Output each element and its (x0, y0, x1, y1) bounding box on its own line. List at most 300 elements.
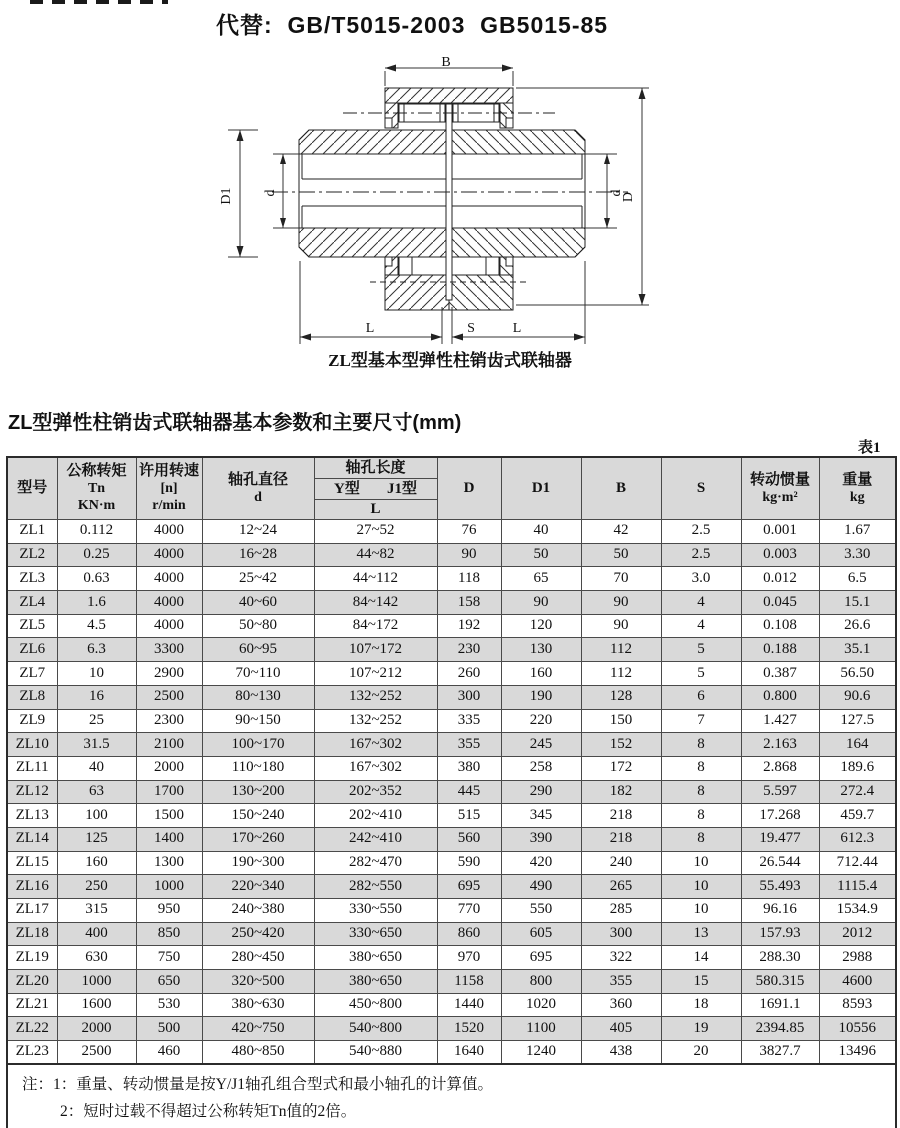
table-cell: 13496 (819, 1041, 896, 1065)
table-cell: 1.427 (741, 709, 819, 733)
table-row (7, 993, 896, 1017)
table-cell: 14 (661, 946, 741, 970)
table-cell: 220 (501, 709, 581, 733)
table-cell: 438 (581, 1041, 661, 1065)
table-cell: 1115.4 (819, 875, 896, 899)
table-row (7, 733, 896, 757)
table-cell: 245 (501, 733, 581, 757)
table-row (7, 543, 896, 567)
table-cell: 1400 (136, 827, 202, 851)
header-D: D (437, 457, 501, 520)
table-cell: ZL10 (7, 733, 57, 757)
dim-label-S: S (467, 321, 475, 336)
table-cell: 360 (581, 993, 661, 1017)
table-cell: 2.5 (661, 543, 741, 567)
dim-label-L-right: L (512, 321, 522, 336)
table-cell: 5.597 (741, 780, 819, 804)
table-cell: 4600 (819, 970, 896, 994)
table-cell: ZL17 (7, 899, 57, 923)
table-cell: ZL6 (7, 638, 57, 662)
table-cell: 164 (819, 733, 896, 757)
table-cell: 192 (437, 614, 501, 638)
table-cell: 13 (661, 922, 741, 946)
table-cell: 96.16 (741, 899, 819, 923)
table-cell: ZL15 (7, 851, 57, 875)
table-cell: 345 (501, 804, 581, 828)
table-cell: 330~650 (314, 922, 437, 946)
table-cell: 265 (581, 875, 661, 899)
table-cell: 515 (437, 804, 501, 828)
table-cell: 1000 (57, 970, 136, 994)
table-cell: 8593 (819, 993, 896, 1017)
table-cell: 2000 (57, 1017, 136, 1041)
header-bore-diameter: 轴孔直径 d (202, 457, 314, 520)
drawing-caption: ZL型基本型弹性柱销齿式联轴器 (328, 351, 572, 370)
table-cell: 335 (437, 709, 501, 733)
table-cell: 0.012 (741, 567, 819, 591)
table-cell: 5 (661, 662, 741, 686)
header-bore-length-L: L (314, 500, 437, 520)
header-bore-length-types: Y型 J1型 (314, 479, 437, 500)
section-title: ZL型弹性柱销齿式联轴器基本参数和主要尺寸(mm) (8, 412, 462, 434)
table-cell: 90 (437, 543, 501, 567)
table-cell: 605 (501, 922, 581, 946)
table-cell: 1534.9 (819, 899, 896, 923)
table-cell: 540~880 (314, 1041, 437, 1065)
table-cell: 4 (661, 614, 741, 638)
table-cell: 18 (661, 993, 741, 1017)
table-cell: 712.44 (819, 851, 896, 875)
table-row (7, 946, 896, 970)
table-cell: 0.003 (741, 543, 819, 567)
table-cell: ZL7 (7, 662, 57, 686)
table-cell: 8 (661, 780, 741, 804)
table-cell: 0.045 (741, 591, 819, 615)
table-cell: 240~380 (202, 899, 314, 923)
table-cell: 1600 (57, 993, 136, 1017)
table-cell: 242~410 (314, 827, 437, 851)
table-cell: 2100 (136, 733, 202, 757)
table-cell: 480~850 (202, 1041, 314, 1065)
table-cell: 1240 (501, 1041, 581, 1065)
table-cell: 63 (57, 780, 136, 804)
table-cell: 170~260 (202, 827, 314, 851)
table-cell: 31.5 (57, 733, 136, 757)
table-row (7, 638, 896, 662)
table-cell: 3827.7 (741, 1041, 819, 1065)
table-cell: 280~450 (202, 946, 314, 970)
table-cell: 10 (661, 899, 741, 923)
table-cell: 132~252 (314, 709, 437, 733)
table-cell: 127.5 (819, 709, 896, 733)
table-cell: 130 (501, 638, 581, 662)
table-cell: 650 (136, 970, 202, 994)
table-cell: 2.868 (741, 756, 819, 780)
table-cell: 42 (581, 520, 661, 544)
table-cell: 695 (437, 875, 501, 899)
table-cell: ZL8 (7, 685, 57, 709)
table-cell: 1300 (136, 851, 202, 875)
dim-label-L-left: L (365, 321, 375, 336)
table-cell: 25~42 (202, 567, 314, 591)
table-cell: 158 (437, 591, 501, 615)
table-row (7, 780, 896, 804)
table-cell: 128 (581, 685, 661, 709)
table-cell: 230 (437, 638, 501, 662)
table-row (7, 709, 896, 733)
table-cell: 2300 (136, 709, 202, 733)
table-cell: 330~550 (314, 899, 437, 923)
table-cell: 445 (437, 780, 501, 804)
table-cell: 4.5 (57, 614, 136, 638)
table-cell: 8 (661, 733, 741, 757)
table-cell: ZL23 (7, 1041, 57, 1065)
table-cell: 160 (57, 851, 136, 875)
table-cell: 0.800 (741, 685, 819, 709)
dim-label-D1: D1 (219, 187, 234, 205)
table-cell: 285 (581, 899, 661, 923)
table-cell: 44~112 (314, 567, 437, 591)
table-cell: 1158 (437, 970, 501, 994)
coupling-drawing (180, 55, 720, 385)
table-cell: 2.163 (741, 733, 819, 757)
table-cell: 355 (581, 970, 661, 994)
table-cell: 0.108 (741, 614, 819, 638)
table-row (7, 614, 896, 638)
table-cell: ZL13 (7, 804, 57, 828)
table-cell: 240 (581, 851, 661, 875)
table-cell: ZL4 (7, 591, 57, 615)
header-torque: 公称转矩 Tn KN·m (57, 457, 136, 520)
table-cell: 530 (136, 993, 202, 1017)
table-notes (6, 1065, 897, 1128)
table-cell: 26.6 (819, 614, 896, 638)
table-number-tag: 表1 (858, 440, 881, 456)
table-body (7, 520, 896, 1065)
spec-table (6, 456, 897, 1065)
table-cell: 1020 (501, 993, 581, 1017)
table-cell: 1691.1 (741, 993, 819, 1017)
table-cell: 1.6 (57, 591, 136, 615)
table-row (7, 1017, 896, 1041)
table-cell: 44~82 (314, 543, 437, 567)
table-cell: 107~172 (314, 638, 437, 662)
table-cell: 380~650 (314, 970, 437, 994)
table-cell: 6.5 (819, 567, 896, 591)
table-cell: 90 (501, 591, 581, 615)
table-cell: 167~302 (314, 756, 437, 780)
table-cell: 7 (661, 709, 741, 733)
table-cell: 167~302 (314, 733, 437, 757)
table-cell: 110~180 (202, 756, 314, 780)
table-cell: ZL12 (7, 780, 57, 804)
table-cell: 3300 (136, 638, 202, 662)
table-cell: 65 (501, 567, 581, 591)
table-cell: 400 (57, 922, 136, 946)
table-row (7, 756, 896, 780)
table-cell: 1.67 (819, 520, 896, 544)
table-cell: 0.001 (741, 520, 819, 544)
table-cell: 250~420 (202, 922, 314, 946)
table-cell: 118 (437, 567, 501, 591)
table-cell: 1700 (136, 780, 202, 804)
table-cell: 0.387 (741, 662, 819, 686)
table-cell: 770 (437, 899, 501, 923)
table-cell: 50 (581, 543, 661, 567)
table-cell: 1640 (437, 1041, 501, 1065)
table-cell: 132~252 (314, 685, 437, 709)
table-cell: 17.268 (741, 804, 819, 828)
table-cell: 70 (581, 567, 661, 591)
replaces-standards-line: 代替: GB/T5015-2003 GB5015-85 (216, 12, 609, 38)
table-cell: ZL1 (7, 520, 57, 544)
table-cell: ZL16 (7, 875, 57, 899)
table-cell: 16 (57, 685, 136, 709)
table-cell: 202~410 (314, 804, 437, 828)
table-cell: 8 (661, 804, 741, 828)
table-cell: 10556 (819, 1017, 896, 1041)
table-cell: 100~170 (202, 733, 314, 757)
table-cell: 3.0 (661, 567, 741, 591)
table-cell: 190 (501, 685, 581, 709)
table-cell: 490 (501, 875, 581, 899)
table-cell: 4000 (136, 567, 202, 591)
table-cell: 189.6 (819, 756, 896, 780)
table-cell: 590 (437, 851, 501, 875)
table-cell: 60~95 (202, 638, 314, 662)
table-cell: 860 (437, 922, 501, 946)
table-cell: ZL18 (7, 922, 57, 946)
table-cell: 4 (661, 591, 741, 615)
table-cell: 190~300 (202, 851, 314, 875)
table-cell: 150~240 (202, 804, 314, 828)
table-cell: 1000 (136, 875, 202, 899)
cutoff-text-fragment (30, 0, 168, 4)
table-cell: 19 (661, 1017, 741, 1041)
table-cell: 112 (581, 662, 661, 686)
table-cell: 540~800 (314, 1017, 437, 1041)
table-cell: ZL11 (7, 756, 57, 780)
table-cell: 390 (501, 827, 581, 851)
table-cell: 580.315 (741, 970, 819, 994)
spec-table-wrapper (6, 456, 897, 1128)
table-cell: 40 (501, 520, 581, 544)
table-row (7, 1041, 896, 1065)
note-line-1: 注：1：重量、转动惯量是按Y/J1轴孔组合型式和最小轴孔的计算值。 (22, 1076, 494, 1094)
table-cell: 380~630 (202, 993, 314, 1017)
table-cell: ZL20 (7, 970, 57, 994)
table-cell: 500 (136, 1017, 202, 1041)
table-cell: 40~60 (202, 591, 314, 615)
table-cell: 2012 (819, 922, 896, 946)
table-row (7, 520, 896, 544)
table-cell: 8 (661, 827, 741, 851)
table-cell: 750 (136, 946, 202, 970)
table-cell: 630 (57, 946, 136, 970)
table-row (7, 804, 896, 828)
table-cell: 56.50 (819, 662, 896, 686)
header-D1: D1 (501, 457, 581, 520)
table-cell: 0.188 (741, 638, 819, 662)
table-cell: 25 (57, 709, 136, 733)
table-cell: 970 (437, 946, 501, 970)
table-cell: 695 (501, 946, 581, 970)
table-cell: 16~28 (202, 543, 314, 567)
table-cell: 420~750 (202, 1017, 314, 1041)
table-cell: 218 (581, 804, 661, 828)
table-cell: 2394.85 (741, 1017, 819, 1041)
table-cell: 800 (501, 970, 581, 994)
table-cell: 150 (581, 709, 661, 733)
table-cell: 2988 (819, 946, 896, 970)
header-speed: 许用转速 [n] r/min (136, 457, 202, 520)
table-cell: 15 (661, 970, 741, 994)
table-cell: 450~800 (314, 993, 437, 1017)
table-cell: 27~52 (314, 520, 437, 544)
table-cell: 55.493 (741, 875, 819, 899)
table-cell: 76 (437, 520, 501, 544)
table-cell: 90.6 (819, 685, 896, 709)
table-cell: 380~650 (314, 946, 437, 970)
table-cell: 288.30 (741, 946, 819, 970)
table-cell: 1520 (437, 1017, 501, 1041)
table-cell: 322 (581, 946, 661, 970)
table-row (7, 591, 896, 615)
table-cell: 107~212 (314, 662, 437, 686)
table-cell: 6 (661, 685, 741, 709)
table-cell: 2000 (136, 756, 202, 780)
header-inertia: 转动惯量 kg·m² (741, 457, 819, 520)
table-cell: 90 (581, 591, 661, 615)
table-cell: 20 (661, 1041, 741, 1065)
table-cell: 40 (57, 756, 136, 780)
table-cell: 35.1 (819, 638, 896, 662)
table-cell: 459.7 (819, 804, 896, 828)
coupling-geometry (272, 88, 628, 310)
table-cell: 290 (501, 780, 581, 804)
table-cell: 70~110 (202, 662, 314, 686)
table-cell: 90~150 (202, 709, 314, 733)
table-row (7, 567, 896, 591)
table-cell: 355 (437, 733, 501, 757)
table-cell: 950 (136, 899, 202, 923)
table-cell: 1440 (437, 993, 501, 1017)
table-cell: 420 (501, 851, 581, 875)
table-cell: 152 (581, 733, 661, 757)
table-cell: 380 (437, 756, 501, 780)
table-cell: 560 (437, 827, 501, 851)
table-row (7, 970, 896, 994)
dim-label-d-left: d (263, 189, 278, 197)
table-cell: ZL19 (7, 946, 57, 970)
table-row (7, 851, 896, 875)
dim-label-D: D (621, 191, 636, 203)
header-model: 型号 (7, 457, 57, 520)
table-row (7, 875, 896, 899)
table-cell: 80~130 (202, 685, 314, 709)
table-cell: ZL21 (7, 993, 57, 1017)
table-cell: 2.5 (661, 520, 741, 544)
dim-label-d-right: d (609, 189, 624, 197)
table-header (7, 457, 896, 520)
header-bore-length: 轴孔长度 (314, 457, 437, 479)
table-cell: 19.477 (741, 827, 819, 851)
table-cell: 172 (581, 756, 661, 780)
table-cell: 112 (581, 638, 661, 662)
header-weight: 重量 kg (819, 457, 896, 520)
table-cell: 120 (501, 614, 581, 638)
table-cell: 405 (581, 1017, 661, 1041)
table-cell: ZL5 (7, 614, 57, 638)
table-cell: 550 (501, 899, 581, 923)
table-cell: 260 (437, 662, 501, 686)
table-cell: 0.25 (57, 543, 136, 567)
table-cell: 10 (661, 875, 741, 899)
table-cell: 1100 (501, 1017, 581, 1041)
table-row (7, 899, 896, 923)
table-cell: 26.544 (741, 851, 819, 875)
table-cell: 4000 (136, 614, 202, 638)
table-cell: ZL2 (7, 543, 57, 567)
table-cell: 4000 (136, 520, 202, 544)
table-cell: 15.1 (819, 591, 896, 615)
table-cell: 130~200 (202, 780, 314, 804)
note-line-2: 2：短时过载不得超过公称转矩Tn值的2倍。 (60, 1103, 357, 1121)
table-cell: 1500 (136, 804, 202, 828)
table-cell: 50 (501, 543, 581, 567)
table-cell: 84~172 (314, 614, 437, 638)
table-cell: 10 (57, 662, 136, 686)
table-cell: 50~80 (202, 614, 314, 638)
table-cell: ZL9 (7, 709, 57, 733)
table-cell: 272.4 (819, 780, 896, 804)
table-cell: 250 (57, 875, 136, 899)
table-cell: 612.3 (819, 827, 896, 851)
table-cell: 0.63 (57, 567, 136, 591)
table-cell: 2500 (136, 685, 202, 709)
table-cell: 12~24 (202, 520, 314, 544)
table-cell: 100 (57, 804, 136, 828)
table-cell: 4000 (136, 543, 202, 567)
table-cell: 125 (57, 827, 136, 851)
header-S: S (661, 457, 741, 520)
table-row (7, 685, 896, 709)
table-cell: 258 (501, 756, 581, 780)
table-cell: 90 (581, 614, 661, 638)
table-cell: 0.112 (57, 520, 136, 544)
dim-label-B: B (441, 55, 451, 70)
table-cell: 282~470 (314, 851, 437, 875)
table-cell: 315 (57, 899, 136, 923)
table-cell: 320~500 (202, 970, 314, 994)
table-cell: 282~550 (314, 875, 437, 899)
table-cell: 6.3 (57, 638, 136, 662)
table-row (7, 662, 896, 686)
header-B: B (581, 457, 661, 520)
table-cell: 4000 (136, 591, 202, 615)
table-cell: 157.93 (741, 922, 819, 946)
table-row (7, 922, 896, 946)
table-cell: 5 (661, 638, 741, 662)
table-cell: 202~352 (314, 780, 437, 804)
table-cell: ZL22 (7, 1017, 57, 1041)
table-cell: 84~142 (314, 591, 437, 615)
table-cell: 2500 (57, 1041, 136, 1065)
table-cell: 460 (136, 1041, 202, 1065)
table-cell: 160 (501, 662, 581, 686)
table-cell: 10 (661, 851, 741, 875)
table-cell: 220~340 (202, 875, 314, 899)
